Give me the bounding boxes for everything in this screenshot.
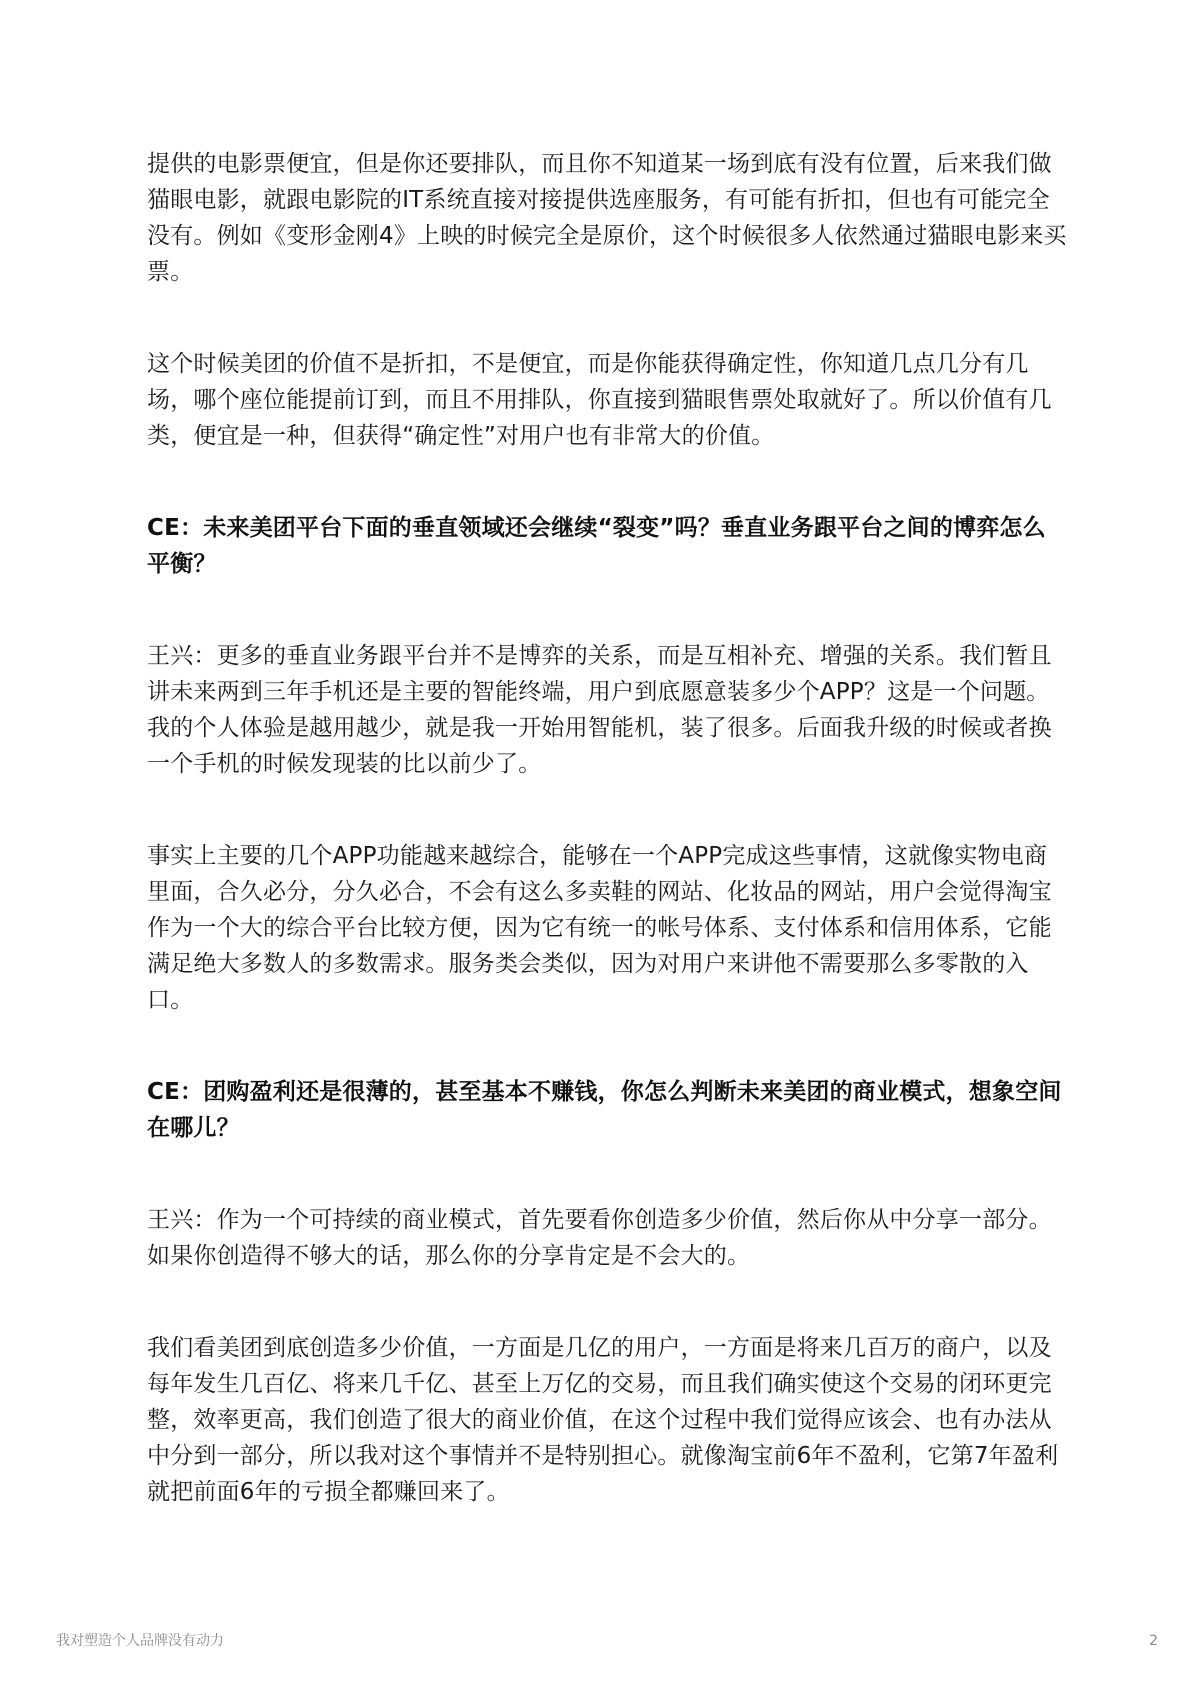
question-heading-2: CE：团购盈利还是很薄的，甚至基本不赚钱，你怎么判断未来美团的商业模式，想象空间在哪儿？ <box>147 1079 1062 1141</box>
paragraph-1: 提供的电影票便宜，但是你还要排队，而且你不知道某一场到底有没有位置，后来我们做猫眼电影，就跟电影院的IT系统直接对接提供选座服务，有可能有折扣，但也有可能完全没有。例如《变形金刚4》上映的时候完全是原价，这个时候很多人依然通过猫眼电影来买票。 <box>147 151 1067 285</box>
paragraph-answer-1: 王兴：更多的垂直业务跟平台并不是博弈的关系，而是互相补充、增强的关系。我们暂且讲未来两到三年手机还是主要的智能终端，用户到底愿意装多少个APP？这是一个问题。我的个人体验是越用越少，就是我一开始用智能机，装了很多。后面我升级的时候或者换一个手机的时候发现装的比以前少了。 <box>147 643 1052 777</box>
question-heading-1: CE：未来美团平台下面的垂直领域还会继续“裂变”吗？垂直业务跟平台之间的博弈怎么平衡？ <box>147 515 1046 577</box>
paragraph-answer-2-cont: 我们看美团到底创造多少价值，一方面是几亿的用户，一方面是将来几百万的商户，以及每年发生几百亿、将来几千亿、甚至上万亿的交易，而且我们确实使这个交易的闭环更完整，效率更高，我们创造了很大的商业价值，在这个过程中我们觉得应该会、也有办法从中分到一部分，所以我对这个事情并不是特别担心。就像淘宝前6年不盈利，它第7年盈利就把前面6年的亏损全都赚回来了。 <box>147 1335 1059 1505</box>
paragraph-answer-1-cont: 事实上主要的几个APP功能越来越综合，能够在一个APP完成这些事情，这就像实物电商里面，合久必分，分久必合，不会有这么多卖鞋的网站、化妆品的网站，用户会觉得淘宝作为一个大的综合平台比较方便，因为它有统一的帐号体系、支付体系和信用体系，它能满足绝大多数人的多数需求。服务类会类似，因为对用户来讲他不需要那么多零散的入口。 <box>147 843 1052 1013</box>
footer-page-number: 2 <box>1149 1633 1158 1649</box>
paragraph-answer-2: 王兴：作为一个可持续的商业模式，首先要看你创造多少价值，然后你从中分享一部分。如果你创造得不够大的话，那么你的分享肯定是不会大的。 <box>147 1207 1052 1269</box>
document-body <box>147 146 1067 1510</box>
footer-document-title: 我对塑造个人品牌没有动力 <box>56 1633 224 1649</box>
paragraph-2: 这个时候美团的价值不是折扣，不是便宜，而是你能获得确定性，你知道几点几分有几场，哪个座位能提前订到，而且不用排队，你直接到猫眼售票处取就好了。所以价值有几类，便宜是一种，但获得“确定性”对用户也有非常大的价值。 <box>147 351 1052 449</box>
